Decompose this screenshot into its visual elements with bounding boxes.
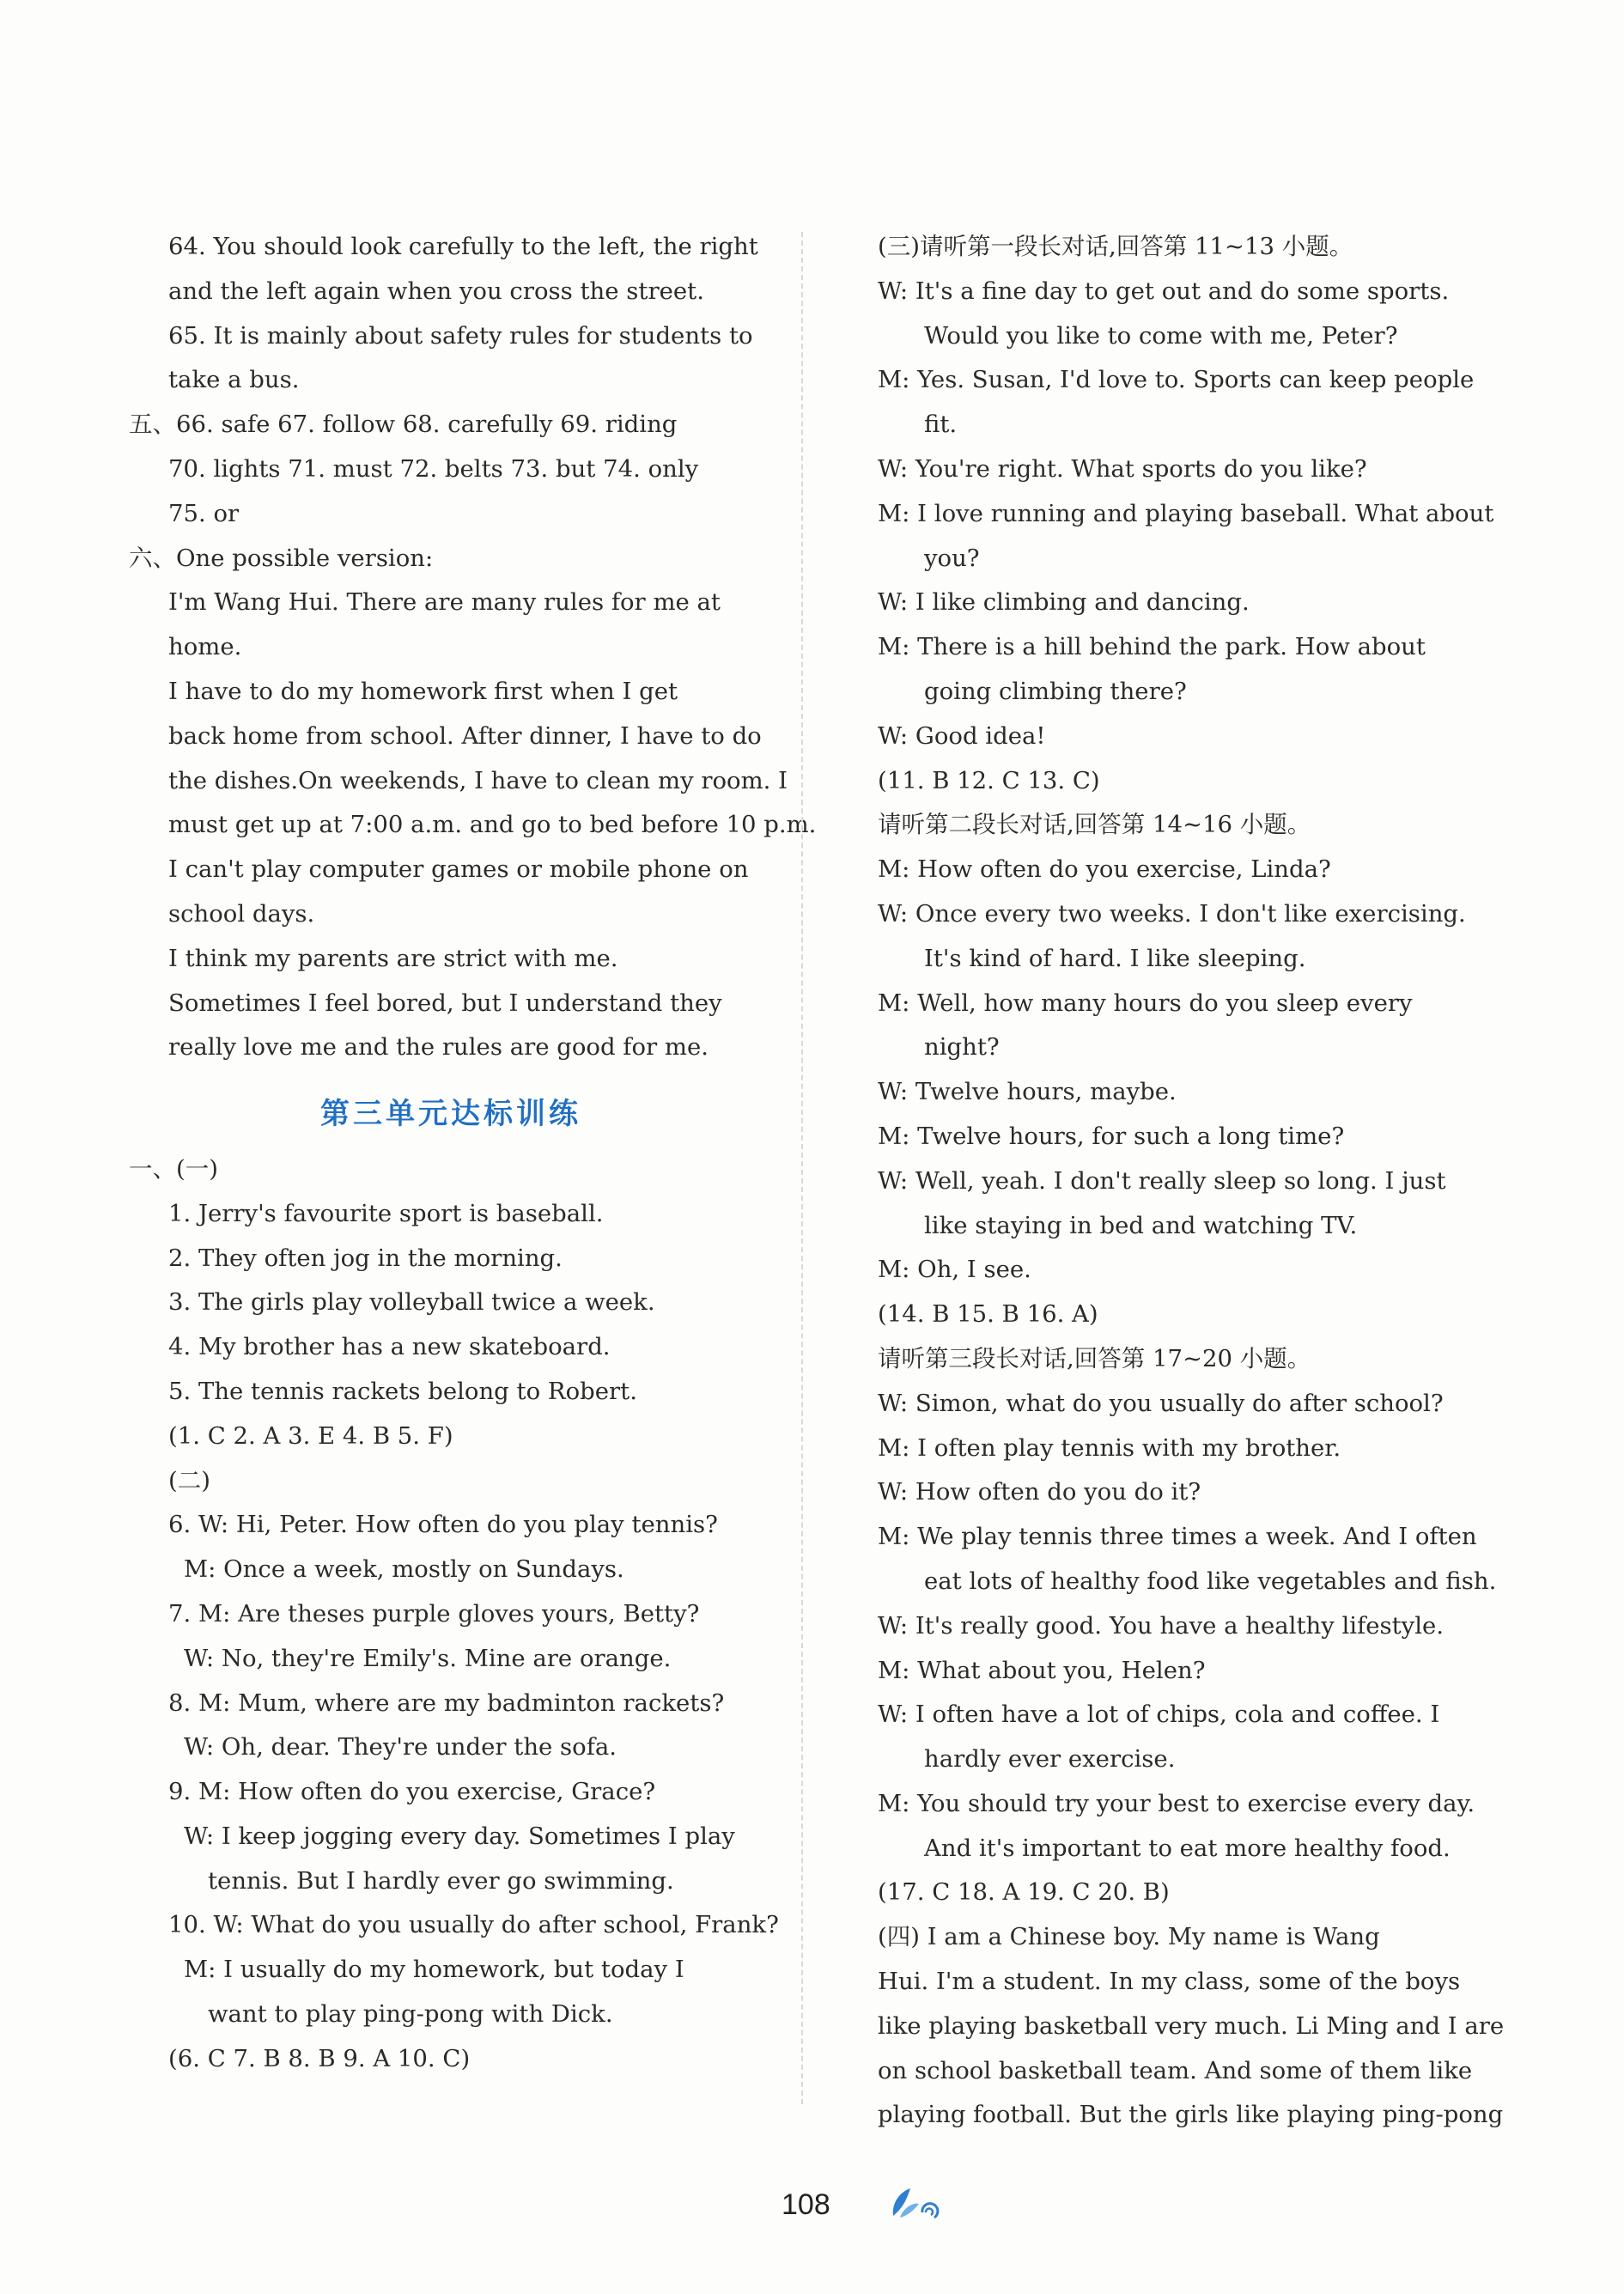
text-line: must get up at 7:00 a.m. and go to bed before 10 p.m. — [168, 811, 817, 839]
text-line: on school basketball team. And some of them like — [878, 2056, 1473, 2084]
text-line: M: Twelve hours, for such a long time? — [878, 1122, 1345, 1150]
text-line: 64. You should look carefully to the left, the right — [168, 233, 758, 260]
text-line: and the left again when you cross the street. — [168, 277, 704, 305]
text-line: M: What about you, Helen? — [878, 1656, 1206, 1684]
text-line: M: We play tennis three times a week. And I often — [878, 1523, 1477, 1551]
text-line: (17. C 18. A 19. C 20. B) — [878, 1878, 1170, 1907]
text-line: 75. or — [168, 499, 240, 527]
text-line: W: Twelve hours, maybe. — [878, 1078, 1177, 1106]
leaf-swirl-logo-icon — [885, 2181, 953, 2224]
text-line: 10. W: What do you usually do after school, Frank? — [168, 1911, 779, 1939]
text-line: Sometimes I feel bored, but I understand they — [168, 989, 722, 1017]
text-line: (1. C 2. A 3. E 4. B 5. F) — [168, 1421, 453, 1450]
text-line: night? — [924, 1033, 1000, 1062]
text-line: M: There is a hill behind the park. How about — [878, 633, 1426, 661]
text-line: M: I often play tennis with my brother. — [878, 1433, 1341, 1462]
text-line: 1. Jerry's favourite sport is baseball. — [168, 1199, 604, 1227]
text-line: going climbing there? — [924, 677, 1187, 705]
text-line: M: I love running and playing baseball. What about — [878, 499, 1494, 527]
text-line: W: Oh, dear. They're under the sofa. — [184, 1733, 617, 1762]
text-line: I'm Wang Hui. There are many rules for me at — [168, 588, 721, 617]
text-line: 请听第三段长对话,回答第 17~20 小题。 — [878, 1344, 1311, 1372]
text-line: 70. lights 71. must 72. belts 73. but 74. only — [168, 454, 699, 483]
text-line: W: No, they're Emily's. Mine are orange. — [184, 1644, 672, 1672]
column-divider — [801, 232, 803, 2104]
text-line: you? — [924, 544, 980, 572]
text-line: 五、66. safe 67. follow 68. carefully 69. riding — [129, 411, 678, 439]
text-line: 4. My brother has a new skateboard. — [168, 1333, 611, 1361]
text-line: M: You should try your best to exercise every day. — [878, 1789, 1475, 1817]
text-line: W: Well, yeah. I don't really sleep so long. I just — [878, 1166, 1446, 1195]
text-line: M: Yes. Susan, I'd love to. Sports can keep people — [878, 366, 1475, 394]
text-line: And it's important to eat more healthy food. — [924, 1834, 1451, 1862]
text-line: 7. M: Are theses purple gloves yours, Betty? — [168, 1599, 700, 1628]
text-line: (四) I am a Chinese boy. My name is Wang — [878, 1923, 1380, 1951]
text-line: (11. B 12. C 13. C) — [878, 766, 1100, 794]
text-line: the dishes.On weekends, I have to clean my room. I — [168, 766, 788, 794]
text-line: 9. M: How often do you exercise, Grace? — [168, 1778, 656, 1806]
text-line: W: You're right. What sports do you like? — [878, 454, 1367, 483]
right-column — [878, 225, 1505, 2138]
text-line: hardly ever exercise. — [924, 1745, 1176, 1774]
text-line: want to play ping-pong with Dick. — [208, 2000, 613, 2029]
text-line: eat lots of healthy food like vegetables and fish. — [924, 1567, 1497, 1595]
text-line: M: Well, how many hours do you sleep every — [878, 989, 1413, 1017]
text-line: school days. — [168, 899, 315, 928]
text-line: 一、(一) — [129, 1154, 218, 1183]
text-line: M: I usually do my homework, but today I — [184, 1956, 684, 1984]
text-line: W: Good idea! — [878, 721, 1046, 750]
text-line: back home from school. After dinner, I have to do — [168, 721, 762, 750]
text-line: (二) — [168, 1466, 210, 1494]
text-line: I have to do my homework first when I get — [168, 677, 678, 705]
text-line: W: It's a fine day to get out and do some sports. — [878, 277, 1450, 305]
text-line: 8. M: Mum, where are my badminton rackets? — [168, 1689, 725, 1717]
text-line: 3. The girls play volleyball twice a week. — [168, 1288, 655, 1317]
text-line: 请听第二段长对话,回答第 14~16 小题。 — [878, 811, 1311, 839]
text-line: (6. C 7. B 8. B 9. A 10. C) — [168, 2044, 471, 2072]
text-line: M: How often do you exercise, Linda? — [878, 855, 1331, 884]
text-line: 65. It is mainly about safety rules for students to — [168, 321, 753, 350]
section-heading: 第三单元达标训练 — [320, 1097, 581, 1132]
left-column — [129, 225, 817, 2082]
text-line: Hui. I'm a student. In my class, some of the boys — [878, 1968, 1461, 1996]
text-line: W: It's really good. You have a healthy lifestyle. — [878, 1611, 1445, 1640]
text-line: W: I often have a lot of chips, cola and coffee. I — [878, 1701, 1440, 1729]
text-line: W: Simon, what do you usually do after school? — [878, 1389, 1444, 1417]
text-line: W: I keep jogging every day. Sometimes I play — [184, 1822, 735, 1850]
text-line: tennis. But I hardly ever go swimming. — [208, 1866, 674, 1895]
text-line: W: How often do you do it? — [878, 1478, 1201, 1506]
text-line: 5. The tennis rackets belong to Robert. — [168, 1377, 637, 1405]
text-line: I think my parents are strict with me. — [168, 944, 618, 972]
text-line: 六、One possible version: — [129, 544, 434, 572]
page-number: 108 — [782, 2188, 830, 2221]
text-line: playing football. But the girls like playing ping-pong — [878, 2101, 1504, 2129]
text-line: W: I like climbing and dancing. — [878, 588, 1250, 617]
text-line: It's kind of hard. I like sleeping. — [924, 944, 1306, 972]
text-line: like staying in bed and watching TV. — [924, 1211, 1358, 1239]
text-line: 2. They often jog in the morning. — [168, 1244, 563, 1272]
text-line: Would you like to come with me, Peter? — [924, 321, 1398, 350]
text-line: (14. B 15. B 16. A) — [878, 1300, 1098, 1329]
text-line: (三)请听第一段长对话,回答第 11~13 小题。 — [878, 233, 1353, 260]
text-line: 6. W: Hi, Peter. How often do you play tennis? — [168, 1511, 718, 1539]
text-line: M: Oh, I see. — [878, 1256, 1031, 1284]
text-line: like playing basketball very much. Li Ming and I are — [878, 2011, 1505, 2040]
text-line: fit. — [924, 411, 958, 439]
text-line: home. — [168, 633, 242, 661]
text-line: really love me and the rules are good for me. — [168, 1033, 709, 1062]
text-line: M: Once a week, mostly on Sundays. — [184, 1555, 624, 1584]
text-line: W: Once every two weeks. I don't like exercising. — [878, 899, 1466, 928]
text-line: I can't play computer games or mobile phone on — [168, 855, 749, 884]
text-line: take a bus. — [168, 366, 300, 394]
